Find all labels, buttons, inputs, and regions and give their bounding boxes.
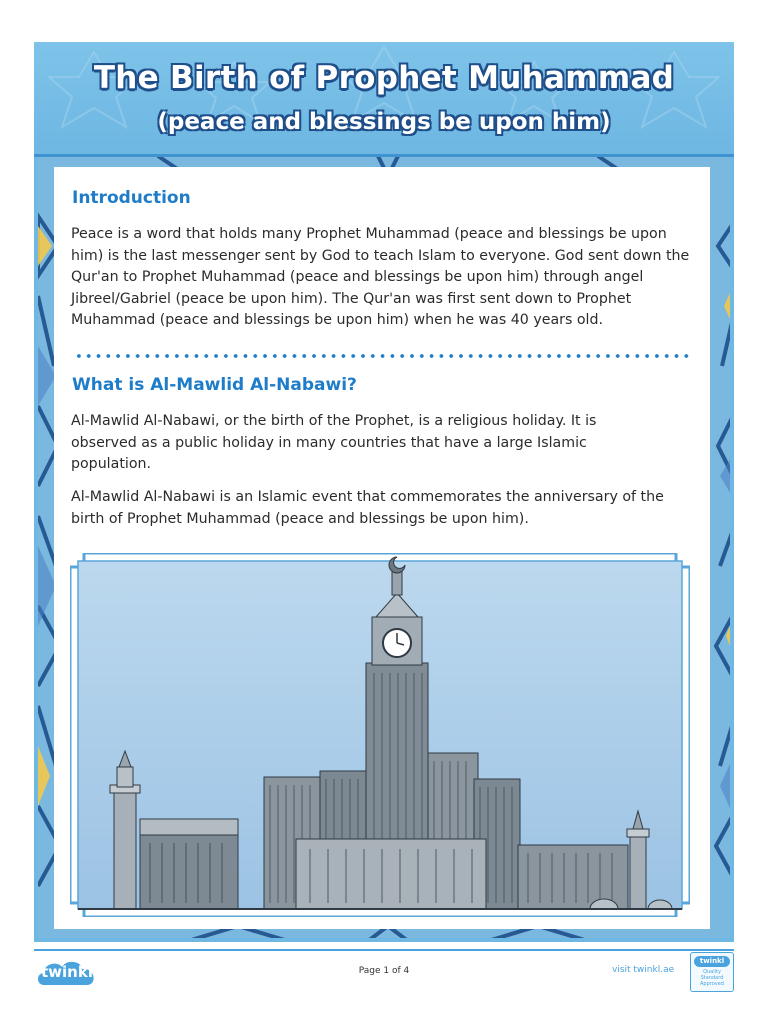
star-pattern — [34, 42, 734, 154]
quality-badge — [690, 952, 734, 992]
content-card — [54, 167, 710, 929]
mawlid-paragraph-1: Al-Mawlid Al-Nabawi, or the birth of the Prophet, is a religious holiday. It is observed as a public holiday in many countries that have a large Islamic population. — [71, 413, 597, 473]
page-number: Page 1 of 4 — [358, 966, 410, 976]
page-title: The Birth of Prophet Muhammad — [93, 60, 675, 96]
introduction-paragraph: Peace is a word that holds many Prophet Muhammad (peace and blessings be upon him) is the last messenger sent by God to teach Islam to everyone. God sent down the Qur'an to Prophet Muhammad (peace and blessings be upon him) through angel Jibreel/Gabriel (peace be upon him). The Qur'an was first sent down to Prophet Muhammad (peace and blessings be upon him) when he was 40 years old. — [71, 226, 690, 329]
visit-link[interactable]: visit twinkl.ae — [612, 965, 675, 975]
footer-divider — [34, 949, 734, 951]
dotted-divider — [74, 353, 692, 359]
page-subtitle: (peace and blessings be upon him) — [157, 109, 611, 135]
title-banner — [34, 42, 734, 154]
mawlid-paragraph-2: Al-Mawlid Al-Nabawi is an Islamic event that commemorates the anniversary of the birth of Prophet Muhammad (peace and blessings be upon him). — [71, 489, 664, 527]
logo-text: twinkl — [41, 963, 93, 981]
badge-text: Quality Standard Approved — [700, 969, 724, 987]
introduction-heading: Introduction — [72, 188, 191, 208]
badge-logo: twinkl — [694, 956, 730, 967]
mawlid-heading: What is Al-Mawlid Al-Nabawi? — [72, 375, 357, 395]
makkah-skyline-illustration — [70, 553, 690, 917]
